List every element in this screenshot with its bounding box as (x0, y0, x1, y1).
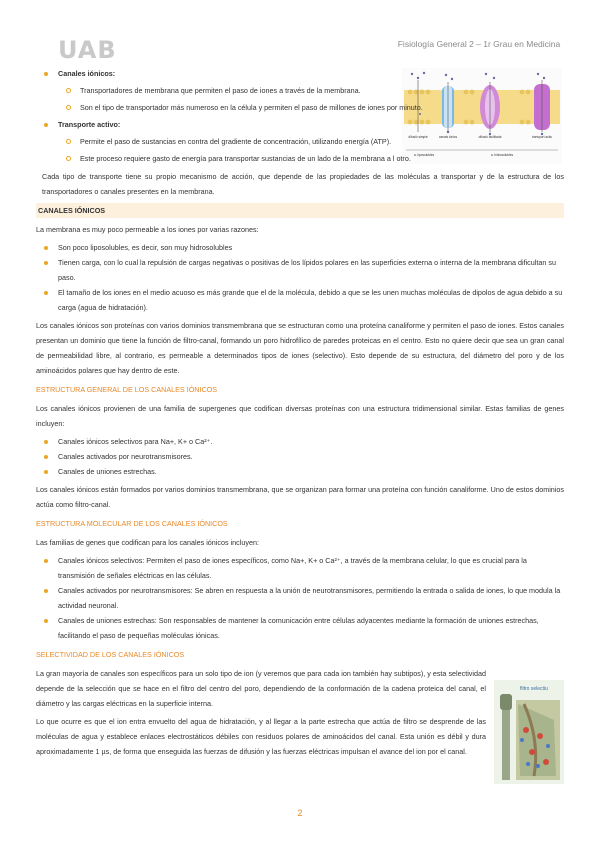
uab-logo: UAB (58, 36, 117, 64)
page-number: 2 (297, 808, 303, 818)
label-difusio-simple: difusió simple (408, 135, 428, 139)
label-transport-actiu: transport actiu (531, 135, 553, 139)
list-item: Canales de uniones estrechas. (36, 464, 564, 479)
list-item: Canales iónicos selectivos: Permiten el paso de iones específicos, como Na+, K+ o Ca²⁺, a través de la membrana celular, lo que es crucial para la transmisión de señales eléctricas en las células. (36, 553, 564, 583)
bullet-canales-ionicos: Canales iónicos: (36, 66, 418, 81)
paragraph: Los canales iónicos provienen de una familia de supergenes que codifican diversas proteínas con una estructura tridimensional similar. Estas familias de genes incluyen: (36, 404, 564, 428)
sub-bullet: Son el tipo de transportador más numeroso en la célula y permiten el paso de millones de iones por minuto. (36, 100, 440, 115)
section-heading-estructura-molecular: ESTRUCTURA MOLECULAR DE LOS CANALES IÓNICOS (36, 519, 228, 528)
label-hidrosolubles: a. hidrosolubles (490, 153, 514, 157)
label-canals-ionics: canals iònics (438, 135, 458, 139)
page-content (36, 66, 564, 762)
paragraph: Lo que ocurre es que el ion entra envuelto del agua de hidratación, y al llegar a la parte estrecha que actúa de filtro se desprende de las moléculas de agua y establece enlaces electrostáticos débiles con residuos polares de aminoácidos del canal. Esta unión es débil y dura aproximadamente 1 µs, de forma que enseguida las fuerzas de difusión y las fuerzas eléctricas impulsan el avance del ion por el canal. (36, 717, 486, 756)
section-heading-estructura-general: ESTRUCTURA GENERAL DE LOS CANALES IÓNICOS (36, 385, 218, 394)
bullet-transporte-activo: Transporte activo: (36, 117, 418, 132)
label-difusio-facilitada: difusió facilitada (478, 135, 502, 139)
list-item: El tamaño de los iones en el medio acuoso es más grande que el de la molécula, debido a que se les unen muchas moléculas de dipolos de agua debido a su carga (agua de hidratación). (36, 285, 564, 315)
list-item: Canales activados por neurotransmisores. (36, 449, 564, 464)
paragraph: La membrana es muy poco permeable a los iones por varias razones: (36, 225, 259, 234)
list-item: Son poco liposolubles, es decir, son muy hidrosolubles (36, 240, 564, 255)
paragraph: Los canales iónicos están formados por varios dominios transmembrana, que se organizan para formar una proteína con función canaliforme. Uno de estos dominios actúa como filtro-canal. (36, 485, 564, 509)
sub-bullet: Transportadores de membrana que permiten el paso de iones a través de la membrana. (36, 83, 440, 98)
list-item: Canales activados por neurotransmisores: Se abren en respuesta a la unión de neurotransmisores, permitiendo la entrada o salida de iones, lo que modula la actividad neuronal. (36, 583, 564, 613)
selectivity-filter-figure (494, 680, 564, 784)
course-header: Fisiología General 2 – 1r Grau en Medicina (397, 39, 561, 49)
paragraph: Las familias de genes que codifican para los canales iónicos incluyen: (36, 538, 259, 547)
list-item: Tienen carga, con lo cual la repulsión de cargas negativas o positivas de los lípidos polares en las superficies externa o interna de la membrana dificultan su paso. (36, 255, 564, 285)
list-item: Canales de uniones estrechas: Son responsables de mantener la comunicación entre células adyacentes mediante la formación de uniones estrechas, facilitando el paso de pequeñas moléculas iónicas. (36, 613, 564, 643)
label-filtro-selectiu: filtro selectiu (520, 686, 548, 692)
paragraph: Cada tipo de transporte tiene su propio mecanismo de acción, que depende de las propiedades de las moléculas a transportar y de la estructura de los transportadores o canales presentes en la membrana. (42, 172, 564, 196)
paragraph: Los canales iónicos son proteínas con varios dominios transmembrana que se estructuran como una proteína canaliforme y permiten el paso de iones. Estos canales presentan un dominio que tiene la función de filtro-canal, formando un poro hidrofílico de paredes proteicas en el centro. Esto no quiere decir que sea un gran canal de permeabilidad libre, al contrario, es permeable a determinados tipos de iones (selectivo). Esto depende de su estructura, del diámetro del poro y de los aminoácidos polares que hay dentro de este. (36, 321, 564, 375)
section-heading-canales-ionicos: CANALES IÓNICOS (36, 203, 564, 218)
section-heading-selectividad: SELECTIVIDAD DE LOS CANALES IÓNICOS (36, 650, 185, 659)
label-liposolubles: a. liposolubles (413, 153, 435, 157)
list-item: Canales iónicos selectivos para Na+, K+ o Ca²⁺. (36, 434, 564, 449)
sub-bullet: Permite el paso de sustancias en contra del gradiente de concentración, utilizando energía (ATP). (36, 134, 564, 149)
paragraph: La gran mayoría de canales son específicos para un solo tipo de ion (y veremos que para cada ion también hay subtipos), y esta selectividad depende de la selección que se hace en el filtro del centro del poro, dependiendo de la conformación de la cadena proteica del canal, el diámetro y las cargas eléctricas en la superficie interna. (36, 669, 486, 708)
sub-bullet: Este proceso requiere gasto de energía para transportar sustancias de un lado de la membrana a l otro. (36, 151, 564, 166)
